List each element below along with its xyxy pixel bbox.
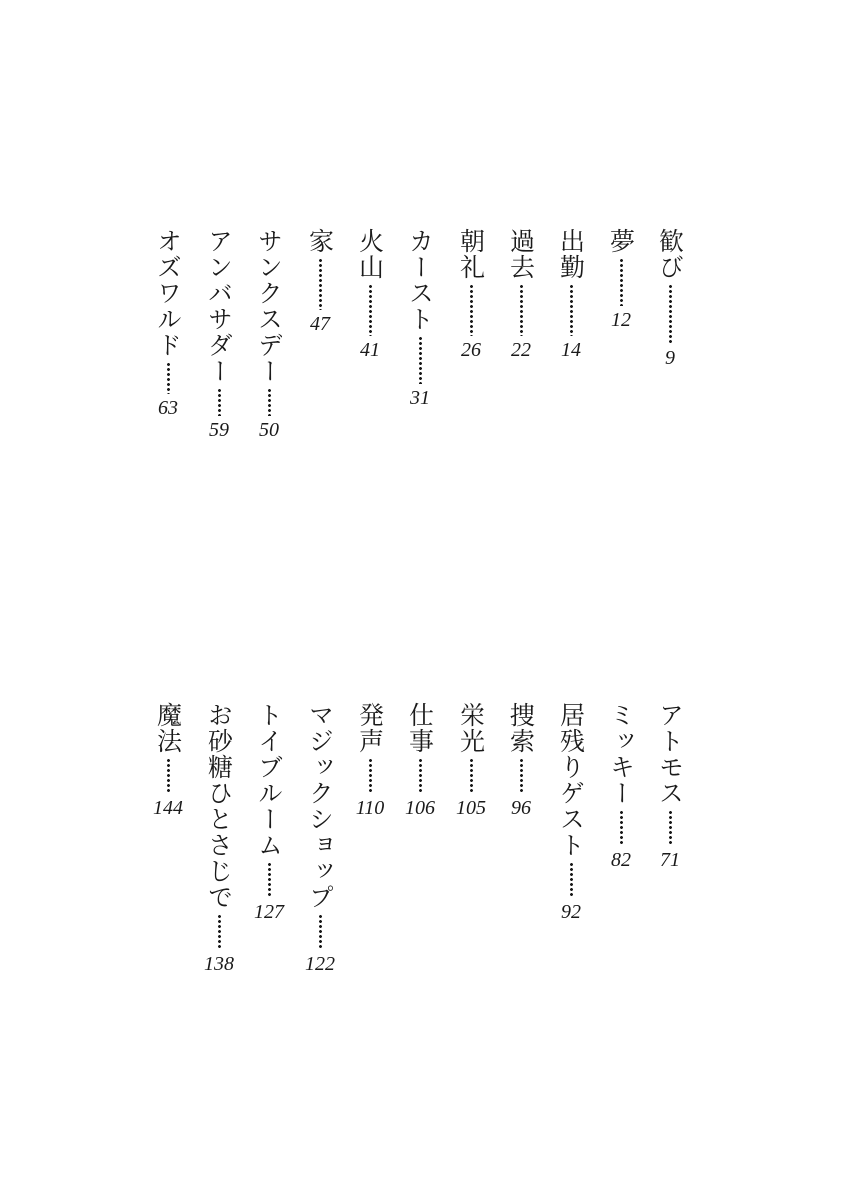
page-number: 63 <box>158 397 178 419</box>
entry-title: アンバサダー <box>204 228 234 384</box>
dot-leader <box>419 758 422 794</box>
entry-title: カースト <box>405 228 435 332</box>
entry-title: ミッキー <box>606 702 636 806</box>
dot-leader <box>620 810 623 846</box>
dot-leader <box>570 862 573 898</box>
toc-entry <box>295 228 345 334</box>
page-number: 47 <box>310 313 330 335</box>
entry-title: アトモス <box>655 702 685 806</box>
page-number: 41 <box>360 339 380 361</box>
entry-title: 仕事 <box>405 702 435 754</box>
entry-title: 捜索 <box>506 702 536 754</box>
toc-entry <box>395 702 445 818</box>
page-number: 138 <box>204 953 234 975</box>
toc-entry <box>345 702 395 818</box>
dot-leader <box>268 388 271 416</box>
entry-title: お砂糖ひとさじで <box>204 702 234 910</box>
toc-entry <box>546 228 596 360</box>
page-number: 22 <box>511 339 531 361</box>
page-number: 82 <box>611 849 631 871</box>
entry-title: トイブルーム <box>254 702 284 858</box>
dot-leader <box>470 284 473 336</box>
toc-entry <box>546 702 596 922</box>
page-number: 122 <box>305 953 335 975</box>
entry-title: 魔法 <box>153 702 183 754</box>
page-number: 14 <box>561 339 581 361</box>
toc-entry <box>395 228 445 408</box>
page-number: 144 <box>153 797 183 819</box>
entry-title: 発声 <box>355 702 385 754</box>
toc-entry <box>645 702 695 870</box>
dot-leader <box>319 258 322 310</box>
page-number: 59 <box>209 419 229 441</box>
dot-leader <box>369 758 372 794</box>
dot-leader <box>669 810 672 846</box>
dot-leader <box>570 284 573 336</box>
entry-title: 家 <box>305 228 335 254</box>
entry-title: サンクスデー <box>254 228 284 384</box>
toc-entry <box>244 228 294 440</box>
entry-title: 火山 <box>355 228 385 280</box>
dot-leader <box>369 284 372 336</box>
entry-title: 朝礼 <box>456 228 486 280</box>
toc-entry <box>194 228 244 440</box>
page-number: 71 <box>660 849 680 871</box>
dot-leader <box>470 758 473 794</box>
page-number: 96 <box>511 797 531 819</box>
page-number: 50 <box>259 419 279 441</box>
page-number: 31 <box>410 387 430 409</box>
toc-entry <box>645 228 695 368</box>
toc-entry <box>496 228 546 360</box>
page-number: 110 <box>355 797 385 819</box>
dot-leader <box>319 914 322 950</box>
entry-title: 夢 <box>606 228 636 254</box>
toc-entry <box>496 702 546 818</box>
page-number: 106 <box>405 797 435 819</box>
toc-entry <box>194 702 244 974</box>
dot-leader <box>520 758 523 794</box>
entry-title: 歓び <box>655 228 685 280</box>
page-number: 12 <box>611 309 631 331</box>
page-number: 127 <box>254 901 284 923</box>
page-number: 105 <box>456 797 486 819</box>
dot-leader <box>520 284 523 336</box>
page-number: 9 <box>665 347 675 369</box>
toc-entry <box>345 228 395 360</box>
entry-title: 過去 <box>506 228 536 280</box>
toc-entry <box>295 702 345 974</box>
toc-entry <box>446 228 496 360</box>
toc-entry <box>596 702 646 870</box>
entry-title: マジックショップ <box>305 702 335 910</box>
toc-entry <box>244 702 294 922</box>
entry-title: 栄光 <box>456 702 486 754</box>
entry-title: 出勤 <box>556 228 586 280</box>
toc-entry <box>143 228 193 418</box>
dot-leader <box>620 258 623 306</box>
dot-leader <box>218 388 221 416</box>
entry-title: オズワルド <box>153 228 183 358</box>
dot-leader <box>167 362 170 394</box>
toc-entry <box>596 228 646 330</box>
toc-entry <box>446 702 496 818</box>
dot-leader <box>167 758 170 794</box>
dot-leader <box>669 284 672 344</box>
page-number: 26 <box>461 339 481 361</box>
toc-entry <box>143 702 193 818</box>
dot-leader <box>268 862 271 898</box>
page-number: 92 <box>561 901 581 923</box>
dot-leader <box>218 914 221 950</box>
entry-title: 居残りゲスト <box>556 702 586 858</box>
dot-leader <box>419 336 422 384</box>
